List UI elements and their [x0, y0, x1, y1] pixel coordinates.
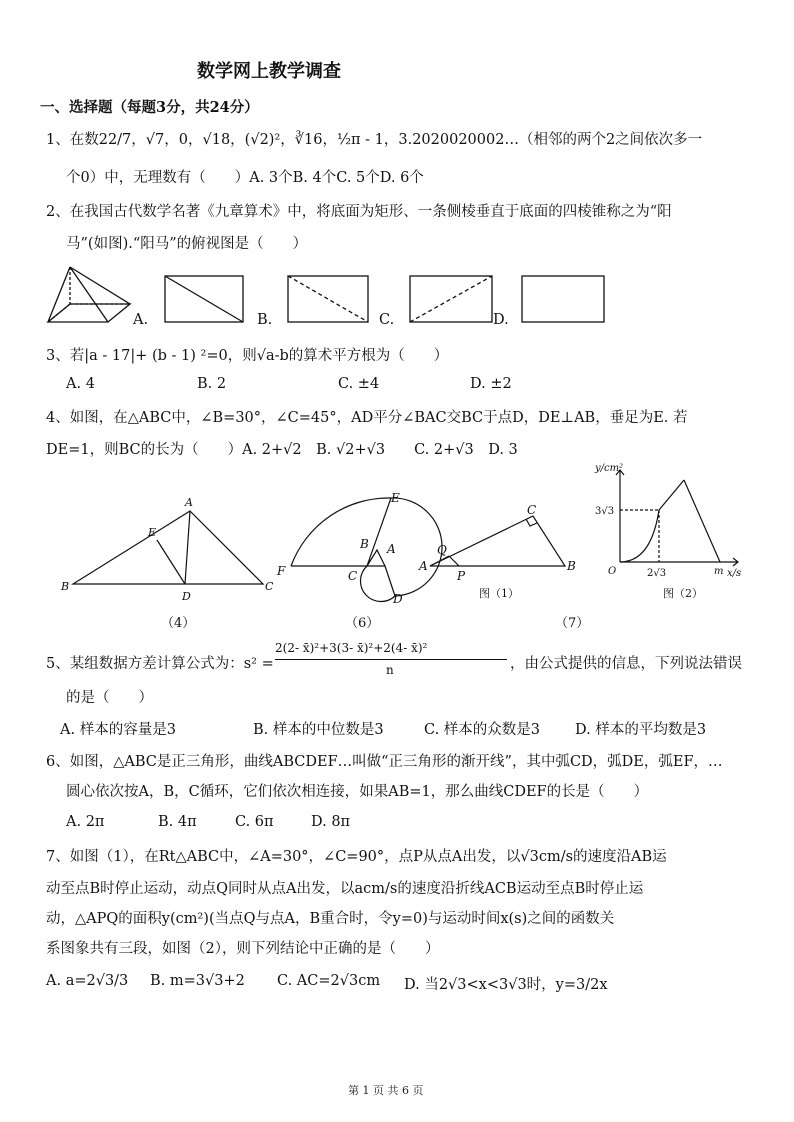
figure-6-labels — [276, 491, 403, 606]
q7-line4: 系图象共有三段，如图（2），则下列结论中正确的是（ ） — [46, 941, 440, 957]
option-a-label: A. — [133, 312, 149, 328]
q3-option-d: D. ±2 — [470, 376, 512, 392]
q5-fraction-bar — [275, 659, 507, 660]
fig4-label-d: D — [182, 590, 191, 603]
fig7a-label-c: C — [527, 503, 537, 517]
fig6-label-a: A — [387, 542, 396, 556]
q2-line1: 2、在我国古代数学名著《九章算术》中，将底面为矩形、一条侧棱垂直于底面的四棱锥称之为“阳 — [46, 204, 672, 220]
q5-option-a: A. 样本的容量是3 — [60, 722, 176, 738]
q3-option-c: C. ±4 — [338, 376, 380, 392]
q7-line3: 动，△APQ的面积y(cm²)(当点Q与点A，B重合时，令y=0)与运动时间x(s)之间的函数关 — [46, 911, 615, 927]
q5-option-b: B. 样本的中位数是3 — [253, 722, 384, 738]
q7-line1: 7、如图（1），在Rt△ABC中，∠A=30°，∠C=90°，点P从点A出发，以√3cm/s的速度沿AB运 — [46, 849, 667, 865]
figure-4-labels — [60, 496, 274, 603]
q5-line2: 的是（ ） — [66, 690, 153, 706]
figure-7-1 — [430, 516, 565, 566]
figure-row — [55, 458, 755, 638]
q1-line1: 1、在数22/7，√7，0，√18，(√2)²，∛16，½π - 1，3.2020020002…（相邻的两个2之间依次多一 — [46, 132, 703, 148]
fig7b-ylabel: y/cm² — [595, 463, 624, 474]
figure-7-2 — [616, 470, 738, 566]
fig6-caption: （6） — [345, 616, 380, 631]
fig7a-label-a: A — [419, 559, 428, 573]
q4-line1: 4、如图，在△ABC中，∠B=30°，∠C=45°，AD平分∠BAC交BC于点D，DE⊥AB，垂足为E. 若 — [46, 410, 688, 426]
q6-option-a: A. 2π — [66, 814, 105, 830]
q3-option-a: A. 4 — [66, 376, 95, 392]
section-heading: 一、选择题（每题3分，共24分） — [40, 99, 259, 116]
q2-figures — [40, 262, 620, 332]
fig7a-label-q: Q — [437, 543, 447, 557]
q6-option-b: B. 4π — [158, 814, 197, 830]
page-title: 数学网上教学调查 — [197, 61, 341, 82]
q7-option-a: A. a=2√3/3 — [46, 973, 129, 989]
q7-option-c: C. AC=2√3cm — [277, 973, 381, 989]
fig7b-xtick: 2√3 — [647, 568, 667, 579]
q5-option-d: D. 样本的平均数是3 — [575, 722, 707, 738]
fig7a-label-p: P — [457, 569, 466, 583]
q1-line2: 个0）中，无理数有（ ）A. 3个B. 4个C. 5个D. 6个 — [66, 170, 424, 186]
option-d-rect — [522, 276, 604, 322]
fig6-label-f: F — [277, 564, 286, 578]
fig6-label-c: C — [348, 569, 358, 583]
q7-line2: 动至点B时停止运动，动点Q同时从点A出发，以acm/s的速度沿折线ACB运动至点B时停止运 — [46, 881, 644, 897]
fig7b-ytick: 3√3 — [595, 506, 615, 517]
page-footer: 第 1 页 共 6 页 — [348, 1084, 424, 1097]
q3-line1: 3、若|a - 17|+ (b - 1) ²=0，则√a-b的算术平方根为（ ） — [46, 348, 449, 364]
q7-option-d: D. 当2√3<x<3√3时，y=3/2x — [404, 977, 608, 993]
option-c-rect — [410, 276, 492, 322]
fig7b-xlabel: x/s — [727, 568, 742, 579]
fig6-label-b: B — [360, 537, 369, 551]
q5-line1-prefix: 5、某组数据方差计算公式为：s² = — [46, 656, 274, 672]
q6-line1: 6、如图，△ABC是正三角形，曲线ABCDEF…叫做“正三角形的渐开线”，其中弧CD，弧DE，弧EF，… — [46, 754, 723, 770]
q5-option-c: C. 样本的众数是3 — [424, 722, 541, 738]
fig7b-xend: m — [714, 566, 724, 577]
option-a-rect — [165, 276, 243, 322]
q5-formula-denominator: n — [386, 663, 394, 677]
fig7-caption: （7） — [555, 616, 590, 631]
fig7a-label-b: B — [567, 559, 576, 573]
q5-formula-numerator: 2(2- x̄)²+3(3- x̄)²+2(4- x̄)² — [275, 641, 428, 655]
fig4-label-c: C — [265, 580, 274, 593]
option-c-label: C. — [379, 312, 395, 328]
figure-4 — [73, 511, 263, 584]
q2-line2: 马”(如图).“阳马”的俯视图是（ ） — [66, 236, 308, 252]
q7-option-b: B. m=3√3+2 — [150, 973, 245, 989]
fig4-label-b: B — [61, 580, 70, 593]
fig4-caption: （4） — [161, 616, 196, 631]
fig7b-caption: 图（2） — [663, 587, 703, 600]
pyramid-figure — [48, 267, 130, 322]
q6-option-d: D. 8π — [311, 814, 351, 830]
fig4-label-e: E — [148, 526, 157, 539]
figure-7-1-labels — [418, 503, 576, 583]
q3-option-b: B. 2 — [197, 376, 227, 392]
q5-line1-suffix: ，由公式提供的信息，下列说法错误 — [510, 656, 742, 672]
fig7a-caption: 图（1） — [479, 587, 519, 600]
q6-line2: 圆心依次按A，B，C循环，它们依次相连接，如果AB=1，那么曲线CDEF的长是（ ） — [66, 784, 649, 800]
fig7b-origin: O — [608, 566, 617, 577]
q4-line2: DE=1，则BC的长为（ ）A. 2+√2 B. √2+√3 C. 2+√3 D. 3 — [46, 442, 518, 458]
fig6-label-d: D — [393, 592, 403, 606]
option-d-label: D. — [493, 312, 509, 328]
fig6-label-e: E — [391, 491, 400, 505]
q6-option-c: C. 6π — [235, 814, 274, 830]
option-b-label: B. — [257, 312, 273, 328]
fig4-label-a: A — [185, 496, 193, 509]
option-b-rect — [288, 276, 368, 322]
